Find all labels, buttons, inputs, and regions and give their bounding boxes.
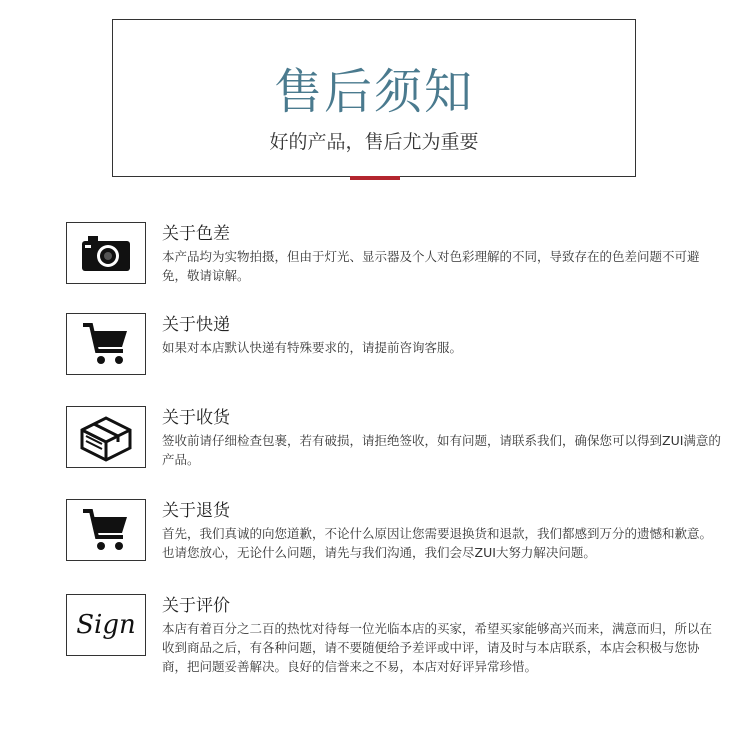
item-title: 关于退货 [162, 501, 230, 521]
item-body: 本产品均为实物拍摄，但由于灯光、显示器及个人对色彩理解的不同，导致存在的色差问题不可避免，敬请谅解。 [162, 249, 700, 283]
box-icon [66, 406, 146, 468]
item-body: 如果对本店默认快递有特殊要求的，请提前咨询客服。 [162, 340, 463, 355]
signature-icon [66, 594, 146, 656]
item-title: 关于评价 [162, 596, 230, 616]
camera-icon [66, 222, 146, 284]
item-body: 首先，我们真诚的向您道歉，不论什么原因让您需要退换货和退款，我们都感到万分的遗憾和歉意。也请您放心，无论什么问题，请先与我们沟通，我们会尽ZUI大努力解决问题。 [162, 526, 713, 560]
signature-text: Sign [76, 610, 136, 640]
item-body: 签收前请仔细检查包裹，若有破损，请拒绝签收，如有问题，请联系我们，确保您可以得到ZUI满意的产品。 [162, 433, 721, 467]
item-title: 关于收货 [162, 408, 230, 428]
item-title: 关于快递 [162, 315, 230, 335]
cart-icon [66, 499, 146, 561]
item-body: 本店有着百分之二百的热忱对待每一位光临本店的买家，希望买家能够高兴而来，满意而归，所以在收到商品之后，有各种问题，请不要随便给予差评或中评，请及时与本店联系，本店会积极与您协商，把问题妥善解决。良好的信誉来之不易，本店对好评异常珍惜。 [162, 621, 713, 674]
item-title: 关于色差 [162, 224, 230, 244]
cart-icon [66, 313, 146, 375]
page-subtitle: 好的产品，售后尤为重要 [269, 131, 479, 153]
header-box [112, 19, 636, 177]
page-title: 售后须知 [273, 64, 474, 120]
accent-bar [350, 176, 400, 180]
